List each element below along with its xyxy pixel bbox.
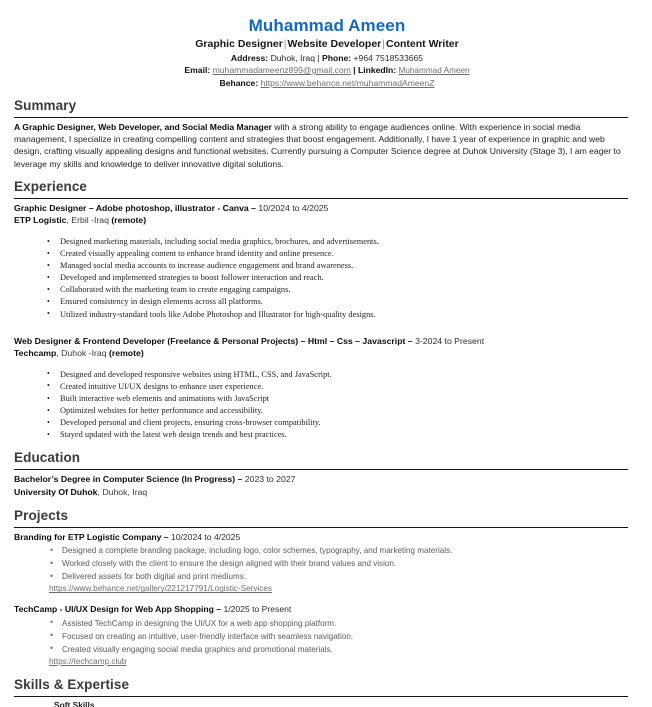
linkedin-label: LinkedIn: — [357, 65, 397, 75]
list-item: • Utilized industry-standard tools like Adobe Photoshop and Illustrator for high-quality designs. — [60, 309, 640, 321]
project-bullets — [14, 617, 640, 656]
resume-header — [14, 16, 640, 89]
experience-entry — [14, 335, 640, 442]
contact-behance — [14, 77, 640, 89]
project-link-row — [14, 583, 640, 595]
summary-lead: A Graphic Designer, Web Developer, and Social Media Manager — [14, 122, 272, 132]
experience-title-dates: 10/2024 to 4/2025 — [258, 202, 329, 213]
role-1: Graphic Designer — [195, 38, 283, 50]
contact-address-phone — [14, 52, 640, 64]
skills-first-item: Soft Skills — [54, 699, 95, 707]
candidate-name: Muhammad Ameen — [248, 16, 406, 35]
list-item: • Optimized websites for better performance and accessibility. — [60, 405, 640, 417]
address-label: Address: — [230, 53, 269, 63]
project-entry — [14, 531, 640, 596]
summary-text — [14, 121, 630, 170]
section-heading-projects: Projects — [14, 507, 69, 523]
section-rule-education — [14, 469, 628, 470]
contact-separator-2: | — [353, 65, 356, 75]
section-rule-skills — [14, 696, 628, 697]
contact-separator-1: | — [317, 53, 320, 63]
role-3: Content Writer — [386, 38, 459, 50]
experience-bullets — [14, 369, 640, 442]
list-item: • Assisted TechCamp in designing the UI/UX for a web app shopping platform. — [62, 617, 640, 630]
list-item: • Designed a complete branding package, including logo, color schemes, typography, and marketing materials. — [62, 544, 640, 557]
project-link[interactable]: https://www.behance.net/gallery/221217791/Logistic-Services — [49, 584, 273, 594]
list-item: • Created intuitive UI/UX designs to enhance user experience. — [60, 381, 640, 393]
list-item: • Created visually appealing content to enhance brand identity and online presence. — [60, 248, 640, 260]
experience-org-name: ETP Logistic — [14, 215, 67, 226]
education-degree-name: Bachelor’s Degree in Computer Science (In Progress) – — [14, 474, 245, 485]
role-separator-2: | — [382, 38, 386, 50]
list-item: • Stayed updated with the latest web design trends and best practices. — [60, 429, 640, 441]
list-item: • Designed and developed responsive websites using HTML, CSS, and JavaScript. — [60, 369, 640, 381]
role-separator-1: | — [283, 38, 287, 50]
education-degree — [14, 473, 640, 486]
project-title — [14, 531, 640, 543]
experience-org-location: , Duhok -Iraq — [56, 348, 109, 359]
experience-title-dates: 3-2024 to Present — [415, 335, 485, 346]
contact-email-linkedin — [14, 64, 640, 77]
education-school — [14, 486, 640, 499]
behance-label: Behance: — [219, 78, 259, 88]
list-item: • Developed and implemented strategies to boost follower interaction and reach. — [60, 272, 640, 284]
experience-org — [14, 214, 640, 227]
section-rule-projects — [14, 527, 628, 528]
experience-title — [14, 335, 640, 348]
address-value: Duhok, Iraq — [270, 53, 315, 63]
list-item: • Created visually engaging social media graphics and promotional materials. — [62, 643, 640, 656]
list-item: • Managed social media accounts to increase audience engagement and brand awareness. — [60, 260, 640, 272]
section-heading-education: Education — [14, 450, 81, 466]
project-title — [14, 603, 640, 615]
section-heading-skills: Skills & Expertise — [14, 676, 130, 692]
phone-value: +964 7518533665 — [353, 53, 424, 63]
behance-link[interactable]: https://www.behance.net/muhammadAmeenZ — [260, 78, 435, 88]
project-link-row — [14, 656, 640, 668]
summary-rest: with a strong ability to engage audiences online. With experience in social media management, I specialize in creating compelling content and strategies that boost engagement. Additionally, I have 1 year of experience in graphic and web design, crafting visually appealing designs and functional websites. Currently pursuing a Computer Science degree at Duhok University (Stage 3), I am eager to leverage my skills and knowledge to deliver innovative digital solutions. — [14, 122, 621, 169]
experience-bullets — [14, 236, 640, 321]
email-label: Email: — [184, 65, 211, 75]
experience-entry — [14, 202, 640, 321]
section-heading-experience: Experience — [14, 178, 88, 194]
experience-org-mode: (remote) — [108, 348, 144, 359]
list-item: • Worked closely with the client to ensure the design aligned with their brand values and vision. — [62, 557, 640, 570]
phone-label: Phone: — [322, 53, 352, 63]
section-rule-summary — [14, 117, 628, 118]
project-title-name: TechCamp - UI/UX Design for Web App Shopping – — [14, 604, 224, 615]
list-item: • Built interactive web elements and animations with JavaScript — [60, 393, 640, 405]
list-item: • Focused on creating an intuitive, user-friendly interface with seamless navigation. — [62, 630, 640, 643]
experience-org-location: , Erbil -Iraq — [66, 215, 112, 226]
education-entry — [14, 473, 640, 498]
project-link[interactable]: https://techcamp.club — [49, 656, 127, 666]
education-school-name: University Of Duhok — [14, 487, 98, 497]
project-title-name: Branding for ETP Logistic Company – — [14, 531, 171, 542]
experience-title-role: Web Designer & Frontend Developer (Freelance & Personal Projects) – Html – Css – Javascript – — [14, 335, 416, 346]
section-rule-experience — [14, 198, 628, 199]
experience-title — [14, 202, 640, 215]
list-item: • Developed personal and client projects, ensuring cross-browser compatibility. — [60, 417, 640, 429]
experience-org-mode: (remote) — [111, 215, 147, 226]
email-link[interactable]: muhammadameenz899@gmail.com — [212, 65, 351, 75]
linkedin-link[interactable]: Muhammad Ameen — [398, 66, 470, 75]
experience-org — [14, 347, 640, 360]
project-title-dates: 1/2025 to Present — [223, 604, 292, 615]
section-heading-summary: Summary — [14, 98, 77, 113]
project-entry — [14, 603, 640, 668]
project-bullets — [14, 544, 640, 583]
list-item: • Ensured consistency in design elements across all platforms. — [60, 296, 640, 308]
education-school-location: , Duhok, Iraq — [97, 487, 148, 497]
project-title-dates: 10/2024 to 4/2025 — [170, 531, 241, 542]
list-item: • Designed marketing materials, including social media graphics, brochures, and advertisements. — [60, 236, 640, 248]
experience-org-name: Techcamp — [14, 348, 57, 359]
role-2: Website Developer — [287, 38, 382, 50]
experience-title-role: Graphic Designer – Adobe photoshop, illustrator - Canva – — [14, 202, 259, 213]
list-item: • Delivered assets for both digital and print mediums. — [62, 570, 640, 583]
candidate-roles — [14, 37, 640, 51]
list-item: • Collaborated with the marketing team to create engaging campaigns. — [60, 284, 640, 296]
education-degree-dates: 2023 to 2027 — [244, 474, 296, 485]
